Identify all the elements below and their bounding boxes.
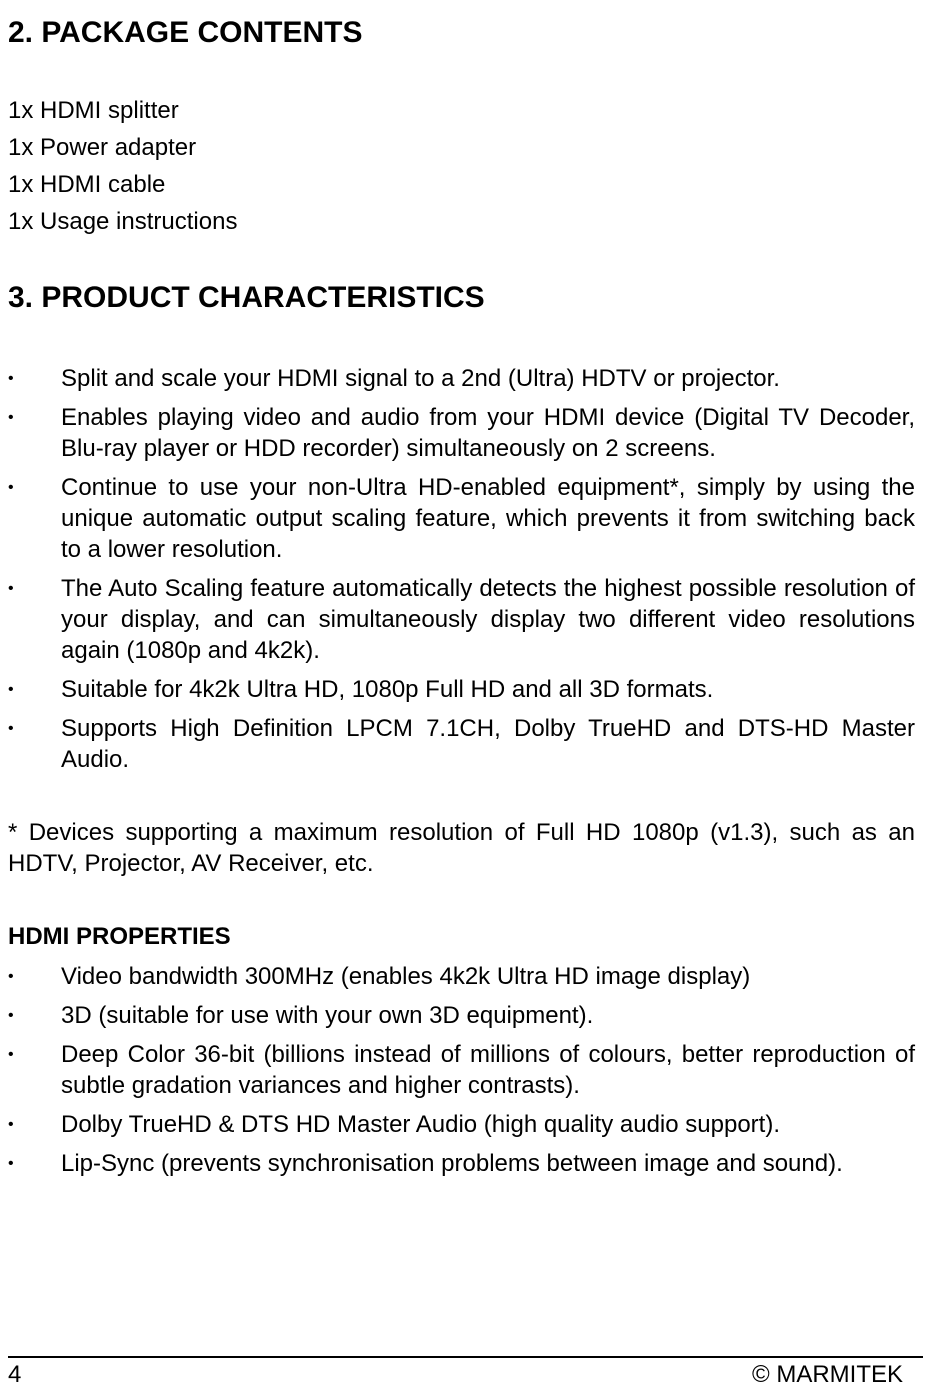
list-item	[8, 402, 915, 464]
list-item-text: Enables playing video and audio from your HDMI device (Digital TV Decoder, Blu-ray player or HDD recorder) simultaneously on 2 screens.	[61, 404, 915, 462]
list-item-text: Lip-Sync (prevents synchronisation problems between image and sound).	[61, 1150, 843, 1177]
list-item: 1x Usage instructions	[8, 208, 238, 235]
list-item-text: Video bandwidth 300MHz (enables 4k2k Ultra HD image display)	[61, 963, 751, 990]
hdmi-properties-list	[8, 961, 915, 1187]
bullet-icon: •	[8, 1007, 14, 1024]
bullet-icon: •	[8, 409, 14, 426]
footnote: * Devices supporting a maximum resolution of Full HD 1080p (v1.3), such as an HDTV, Projector, AV Receiver, etc.	[8, 819, 915, 877]
bullet-icon: •	[8, 1155, 14, 1172]
brand-copyright: © MARMITEK	[751, 1361, 903, 1388]
section-title-package-contents: 2. PACKAGE CONTENTS	[8, 16, 363, 49]
bullet-icon: •	[8, 1046, 14, 1063]
bullet-icon: •	[8, 370, 14, 387]
list-item	[8, 472, 915, 565]
list-item-text: 3D (suitable for use with your own 3D equipment).	[61, 1002, 594, 1029]
list-item	[8, 1109, 915, 1140]
characteristics-list	[8, 363, 915, 783]
section-title-hdmi-properties: HDMI PROPERTIES	[8, 923, 231, 950]
list-item	[8, 1000, 915, 1031]
list-item-text: Continue to use your non-Ultra HD-enabled equipment*, simply by using the unique automatic output scaling feature, which prevents it from switching back to a lower resolution.	[61, 474, 915, 563]
list-item: 1x HDMI cable	[8, 171, 166, 198]
bullet-icon: •	[8, 968, 14, 985]
bullet-icon: •	[8, 479, 14, 496]
list-item-text: Split and scale your HDMI signal to a 2nd (Ultra) HDTV or projector.	[61, 365, 780, 392]
list-item: 1x Power adapter	[8, 134, 197, 161]
list-item-text: Dolby TrueHD & DTS HD Master Audio (high quality audio support).	[61, 1111, 780, 1138]
list-item	[8, 961, 915, 992]
list-item-text: Suitable for 4k2k Ultra HD, 1080p Full HD and all 3D formats.	[61, 676, 714, 703]
bullet-icon: •	[8, 681, 14, 698]
list-item	[8, 573, 915, 666]
list-item-text: Supports High Definition LPCM 7.1CH, Dolby TrueHD and DTS-HD Master Audio.	[61, 715, 915, 773]
list-item: 1x HDMI splitter	[8, 97, 179, 124]
bullet-icon: •	[8, 580, 14, 597]
list-item	[8, 674, 915, 705]
list-item	[8, 1039, 915, 1101]
footer-divider	[8, 1356, 923, 1358]
package-contents-list	[8, 92, 237, 240]
bullet-icon: •	[8, 720, 14, 737]
list-item	[8, 1148, 915, 1179]
list-item-text: The Auto Scaling feature automatically detects the highest possible resolution of your display, and can simultaneously display two different video resolutions again (1080p and 4k2k).	[61, 575, 915, 664]
list-item	[8, 713, 915, 775]
page-number: 4	[8, 1361, 22, 1388]
list-item	[8, 363, 915, 394]
list-item-text: Deep Color 36-bit (billions instead of millions of colours, better reproduction of subtle gradation variances and higher contrasts).	[61, 1041, 915, 1099]
section-title-product-characteristics: 3. PRODUCT CHARACTERISTICS	[8, 281, 485, 314]
bullet-icon: •	[8, 1116, 14, 1133]
